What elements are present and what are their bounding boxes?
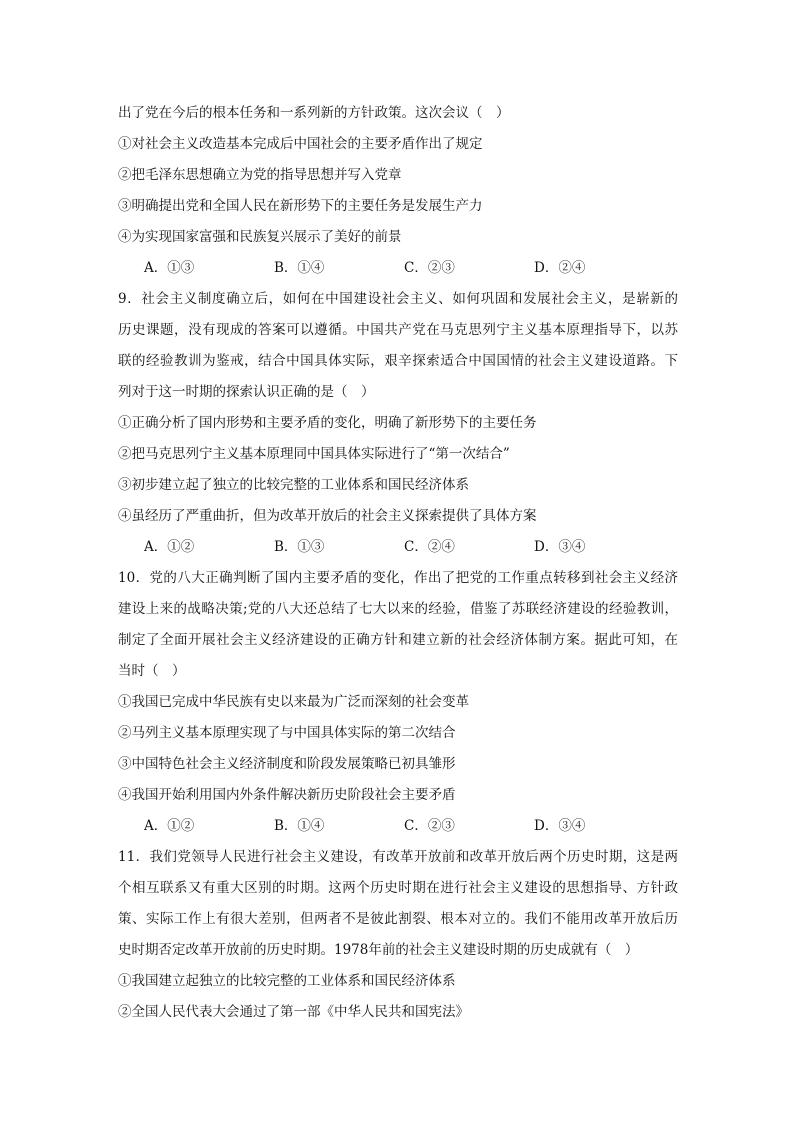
question-q10 [118,563,678,842]
answer-option[interactable]: C．②③ [404,260,455,276]
answer-option[interactable]: D．③④ [534,539,586,555]
question-stem-line: 制定了全面开展社会主义经济建设的正确方针和建立新的社会经济体制方案。据此可知，在 [118,632,678,648]
question-q8 [118,98,678,284]
question-stem-line: 11．我们党领导人民进行社会主义建设，有改革开放前和改革开放后两个历史时期，这是两 [118,849,678,865]
statement-item: ④我国开始利用国内外条件解决新历史阶段社会主要矛盾 [118,787,456,803]
question-content [118,98,678,1028]
statement-item: ②全国人民代表大会通过了第一部《中华人民共和国宪法》 [118,1004,469,1020]
answer-option[interactable]: B．①③ [274,539,325,555]
answer-option[interactable]: B．①④ [274,260,325,276]
question-q9 [118,284,678,563]
answer-options [118,811,678,842]
question-stem-line: 当时（ ） [118,663,186,679]
answer-option[interactable]: C．②④ [404,539,455,555]
answer-option[interactable]: A．①③ [144,260,195,276]
answer-option[interactable]: B．①④ [274,818,325,834]
statement-item: ①我国建立起独立的比较完整的工业体系和国民经济体系 [118,973,456,989]
question-stem-line: 史时期否定改革开放前的历史时期。1978年前的社会主义建设时期的历史成就有（ ） [118,942,639,958]
statement-item: ①正确分析了国内形势和主要矛盾的变化，明确了新形势下的主要任务 [118,415,537,431]
statement-item: ①对社会主义改造基本完成后中国社会的主要矛盾作出了规定 [118,136,483,152]
question-stem-line: 10．党的八大正确判断了国内主要矛盾的变化，作出了把党的工作重点转移到社会主义经济 [118,570,678,586]
answer-option[interactable]: A．①② [144,818,195,834]
statement-item: ②把毛泽东思想确立为党的指导思想并写入党章 [118,167,402,183]
question-stem-line: 9．社会主义制度确立后，如何在中国建设社会主义、如何巩固和发展社会主义，是崭新的 [118,291,678,307]
statement-item: ④虽经历了严重曲折，但为改革开放后的社会主义探索提供了具体方案 [118,508,537,524]
question-stem-line: 联的经验教训为鉴戒，结合中国具体实际，艰辛探索适合中国国情的社会主义建设道路。下 [118,353,678,369]
question-stem-line: 个相互联系又有重大区别的时期。这两个历史时期在进行社会主义建设的思想指导、方针政 [118,880,678,896]
statement-item: ③中国特色社会主义经济制度和阶段发展策略已初具雏形 [118,756,456,772]
statement-item: ②马列主义基本原理实现了与中国具体实际的第二次结合 [118,725,456,741]
question-stem-line: 历史课题，没有现成的答案可以遵循。中国共产党在马克思列宁主义基本原理指导下，以苏 [118,322,678,338]
question-q11 [118,842,678,1028]
statement-item: ③明确提出党和全国人民在新形势下的主要任务是发展生产力 [118,198,483,214]
answer-option[interactable]: D．②④ [534,260,586,276]
answer-options [118,253,678,284]
statement-item: ④为实现国家富强和民族复兴展示了美好的前景 [118,229,402,245]
question-stem-line: 出了党在今后的根本任务和一系列新的方针政策。这次会议（ ） [118,105,510,121]
statement-item: ③初步建立起了独立的比较完整的工业体系和国民经济体系 [118,477,469,493]
statement-item: ①我国已完成中华民族有史以来最为广泛而深刻的社会变革 [118,694,469,710]
question-stem-line: 列对于这一时期的探索认识正确的是（ ） [118,384,375,400]
question-stem-line: 建设上来的战略决策;党的八大还总结了七大以来的经验，借鉴了苏联经济建设的经验教训， [118,601,678,617]
statement-item: ②把马克思列宁主义基本原理同中国具体实际进行了“第一次结合” [118,446,510,462]
answer-options [118,532,678,563]
answer-option[interactable]: C．②③ [404,818,455,834]
answer-option[interactable]: A．①② [144,539,195,555]
answer-option[interactable]: D．③④ [534,818,586,834]
question-stem-line: 策、实际工作上有很大差别，但两者不是彼此割裂、根本对立的。我们不能用改革开放后历 [118,911,678,927]
